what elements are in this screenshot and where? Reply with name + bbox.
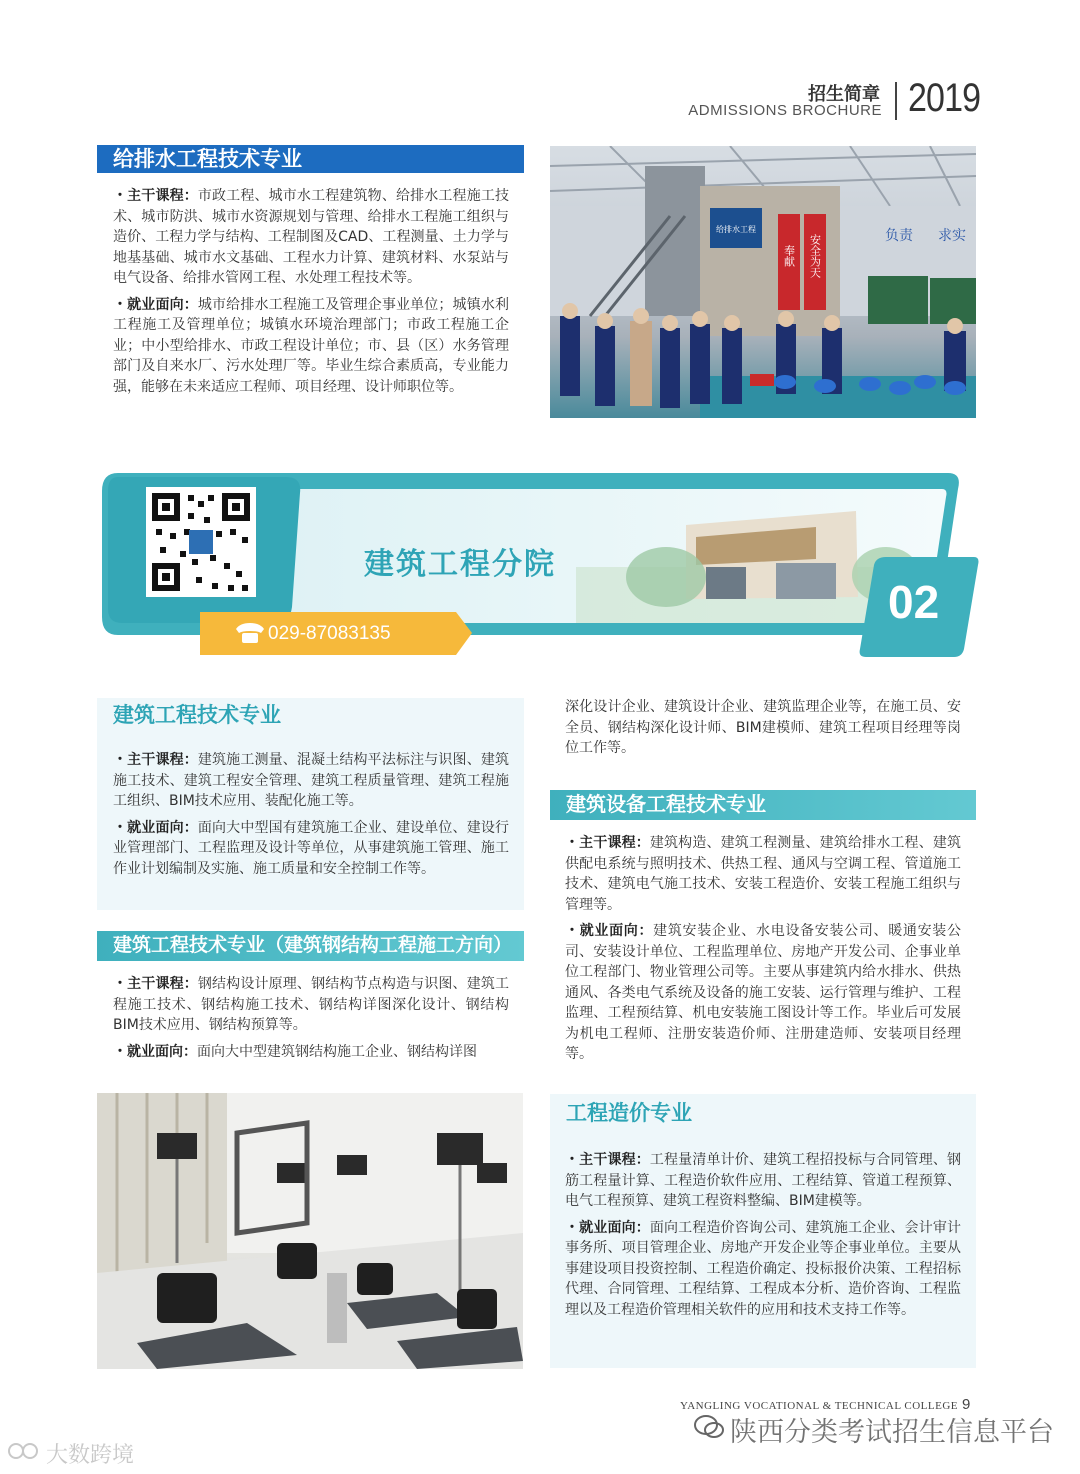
courses-label: ・主干课程： bbox=[565, 835, 650, 851]
jobs-text-continued: 深化设计企业、建筑设计企业、建筑监理企业等，在施工员、安全员、钢结构深化设计师、BIM建模师、建筑工程项目经理等岗位工作等。 bbox=[565, 699, 961, 756]
brochure-title-en: ADMISSIONS BROCHURE bbox=[688, 102, 882, 119]
watermark-brand: 大数跨境 bbox=[46, 1443, 135, 1468]
courses-text: 钢结构设计原理、钢结构节点构造与识图、建筑工程施工技术、钢结构施工技术、钢结构详图深化设计、钢结构BIM技术应用、钢结构预算等。 bbox=[113, 976, 510, 1033]
header-divider bbox=[895, 82, 897, 120]
training-lab-illustration bbox=[550, 146, 976, 418]
jobs-label: ・就业面向： bbox=[565, 1219, 650, 1236]
courses-text: 工程量清单计价、建筑工程招投标与合同管理、钢筋工程量计算、工程造价软件应用、工程结算、管道工程预算、电气工程预算、建筑工程资料整编、BIM建模等。 bbox=[565, 1152, 962, 1209]
jobs-text: 面向大中型国有建筑施工企业、建设单位、建设行业管理部门、工程监理及设计等单位，从事建筑施工管理、施工作业计划编制及实施、施工质量和安全控制工作等。 bbox=[113, 819, 510, 877]
section-body-steel bbox=[113, 974, 509, 1068]
section-body-cost bbox=[565, 1150, 961, 1326]
courses-text: 建筑构造、建筑工程测量、建筑给排水工程、建筑供配电系统与照明技术、供热工程、通风与空调工程、管道施工技术、建筑电气施工技术、安装工程造价、安装工程施工组织与管理等。 bbox=[565, 835, 962, 913]
jobs-label: ・就业面向： bbox=[565, 923, 654, 939]
jobs-text: 面向工程造价咨询公司、建筑施工企业、会计审计事务所、项目管理企业、房地产开发企业等企事业单位。主要从事建设项目投资控制、工程造价确定、投标报价决策、工程招标代理、合同管理、工程结算、工程成本分析、造价咨询、工程监理以及工程造价管理相关软件的应用和技术支持工作等。 bbox=[565, 1219, 962, 1318]
brochure-title-cn: 招生简章 bbox=[808, 84, 880, 105]
courses-label: ・主干课程： bbox=[113, 976, 198, 992]
training-lab-photo bbox=[550, 146, 976, 418]
jobs-text: 城市给排水工程施工及管理企事业单位；城镇水利工程施工及管理单位；城镇水环境治理部门；市政工程施工企业；中小型给排水、市政工程设计单位；市、县（区）水务管理部门及自来水厂、污水处理厂等。毕业生综合素质高，专业能力强，能够在未来适应工程师、项目经理、设计师职位等。 bbox=[113, 296, 510, 395]
simulator-room-photo bbox=[97, 1093, 523, 1369]
brochure-year: 2019 bbox=[908, 76, 981, 120]
section-body-water bbox=[113, 186, 509, 403]
courses-label: ・主干课程： bbox=[113, 752, 198, 768]
wechat-icon bbox=[694, 1414, 724, 1444]
simulator-room-illustration bbox=[97, 1093, 523, 1369]
section-body-equip bbox=[565, 833, 961, 1071]
section-title-steel: 建筑工程技术专业（建筑钢结构工程施工方向） bbox=[97, 931, 524, 961]
section-title-equip: 建筑设备工程技术专业 bbox=[550, 790, 976, 820]
division-phone[interactable]: 029-87083135 bbox=[268, 623, 391, 644]
division-title: 建筑工程分院 bbox=[364, 547, 556, 582]
division-banner bbox=[96, 467, 980, 659]
lab-sign-text: 给排水工程 bbox=[716, 225, 756, 234]
lab-banner-text-1: 奉献 bbox=[782, 245, 796, 267]
jobs-label: ・就业面向： bbox=[113, 819, 198, 836]
courses-text: 建筑施工测量、混凝土结构平法标注与识图、建筑施工技术、建筑工程安全管理、建筑工程质量管理、建筑工程施工组织、BIM技术应用、装配化施工等。 bbox=[113, 752, 510, 809]
courses-text: 市政工程、城市水工程建筑物、给排水工程施工技术、城市防洪、城市水资源规划与管理、给排水工程施工组织与造价、工程力学与结构、工程制图及CAD、工程测量、土力学与地基基础、城市水文基础、工程水力计算、建筑材料、水泵站与电气设备、给排水管网工程、水处理工程技术等。 bbox=[113, 188, 510, 286]
watermark-platform: 陕西分类考试招生信息平台 bbox=[730, 1417, 1054, 1448]
page-number: 9 bbox=[962, 1396, 971, 1413]
jobs-label: ・就业面向： bbox=[113, 1043, 197, 1060]
section-body-build bbox=[113, 750, 509, 885]
jobs-text: 面向大中型建筑钢结构施工企业、钢结构详图 bbox=[197, 1043, 477, 1060]
jobs-label: ・就业面向： bbox=[113, 296, 198, 313]
courses-label: ・主干课程： bbox=[113, 188, 198, 204]
courses-label: ・主干课程： bbox=[565, 1152, 650, 1168]
jobs-text: 建筑安装企业、水电设备安装公司、暖通安装公司、安装设计单位、工程监理单位、房地产开发公司、企事业单位工程部门、物业管理公司等。主要从事建筑内给水排水、供热通风、各类电气系统及设备的施工安装、运行管理与维护、工程监理、工程预结算、机电安装施工图设计等工作。毕业后可发展为机电工程师、注册安装造价师、注册建造师、安装项目经理等。 bbox=[565, 923, 962, 1062]
lab-slogan-2: 求实 bbox=[938, 228, 966, 244]
section-title-cost: 工程造价专业 bbox=[566, 1101, 692, 1125]
footer-college-name: YANGLING VOCATIONAL & TECHNICAL COLLEGE bbox=[680, 1400, 958, 1412]
watermark-logo-icon bbox=[8, 1440, 44, 1466]
section-title-build: 建筑工程技术专业 bbox=[113, 703, 281, 727]
division-number: 02 bbox=[888, 576, 940, 628]
section-title-water: 给排水工程技术专业 bbox=[97, 145, 524, 173]
lab-banner-text-2: 安全为天 bbox=[808, 234, 822, 278]
section-body-steel-continued bbox=[565, 697, 961, 765]
lab-slogan-1: 负责 bbox=[885, 228, 913, 244]
